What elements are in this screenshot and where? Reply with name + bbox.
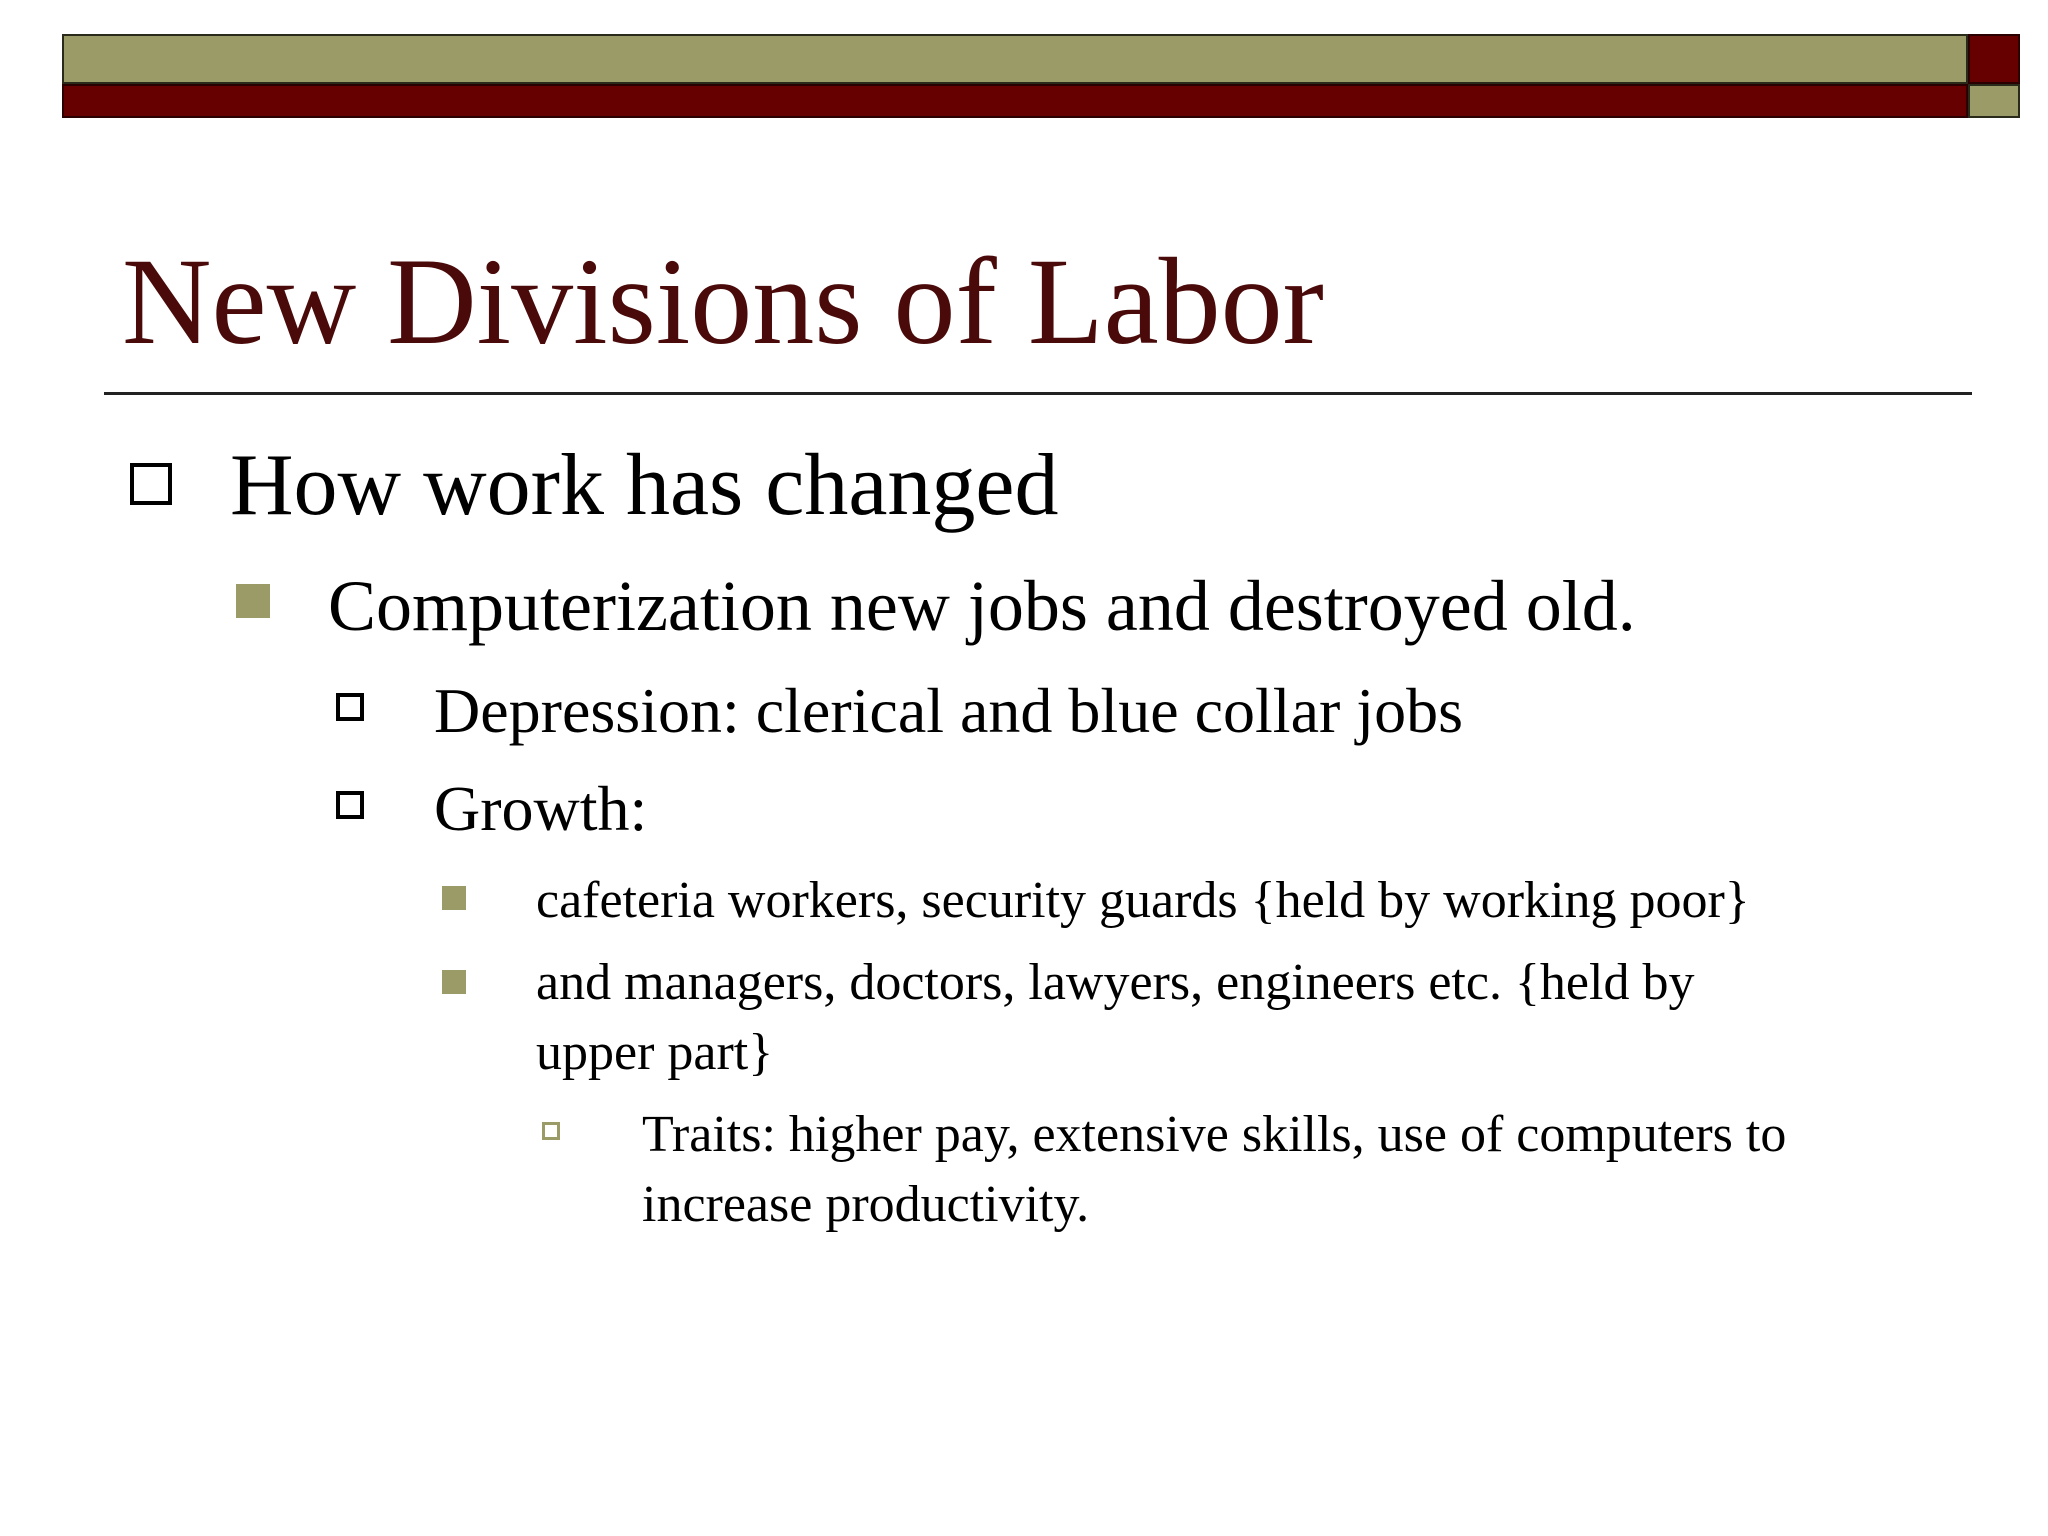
bullet-managers-line1: and managers, doctors, lawyers, engineers etc. {held by [536,954,1695,1011]
olive-square-bullet-icon [442,970,466,994]
bullet-managers-line2: upper part} [536,1024,774,1081]
bullet-traits-line1: Traits: higher pay, extensive skills, use of computers to [642,1106,1787,1163]
title-divider [104,392,1972,395]
header-bar-olive [62,34,1968,84]
hollow-square-bullet-icon [336,791,364,819]
bullet-computerization: Computerization new jobs and destroyed old. [328,566,1636,646]
bullet-cafeteria-workers: cafeteria workers, security guards {held by working poor} [536,872,1750,929]
header-bar-maroon [62,84,1968,118]
olive-square-bullet-icon [442,886,466,910]
header-corner-maroon [1968,34,2020,84]
olive-square-bullet-icon [236,584,270,618]
bullet-depression: Depression: clerical and blue collar jobs [434,675,1463,746]
header-corner-olive [1968,84,2020,118]
slide-title: New Divisions of Labor [122,233,1324,370]
hollow-square-bullet-icon [130,463,172,505]
hollow-square-bullet-icon [336,693,364,721]
hollow-square-bullet-icon [542,1122,560,1140]
bullet-traits-line2: increase productivity. [642,1176,1090,1233]
bullet-growth: Growth: [434,773,648,844]
bullet-how-work-has-changed: How work has changed [230,437,1059,534]
